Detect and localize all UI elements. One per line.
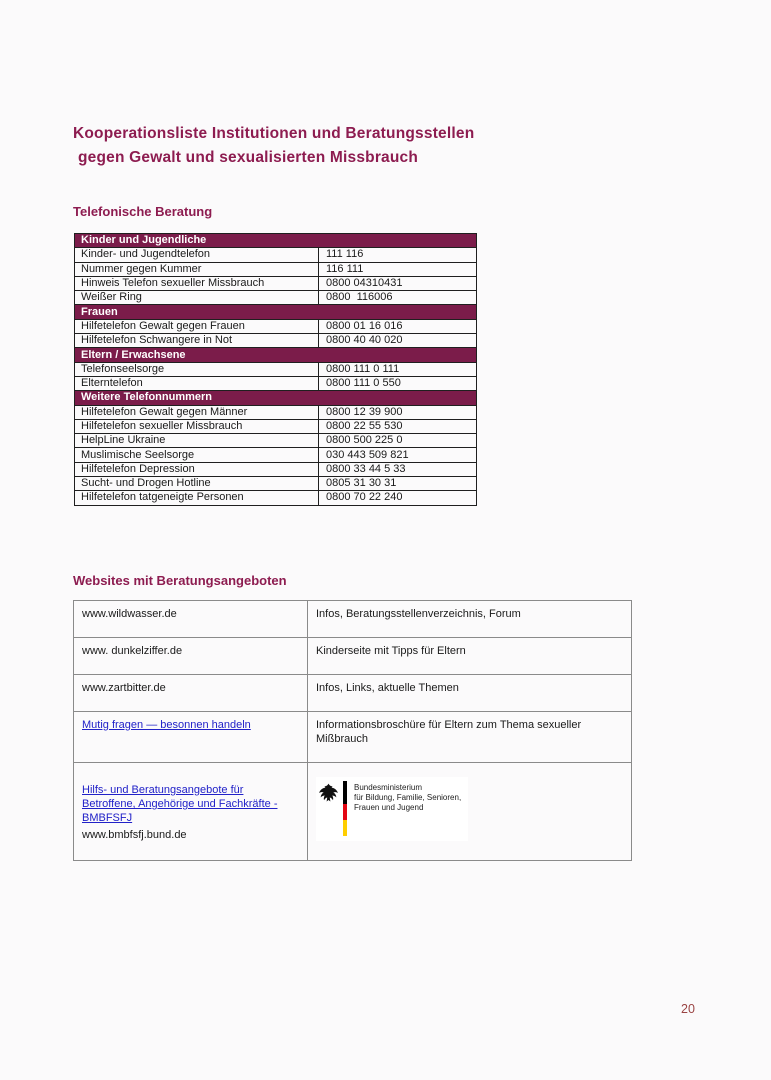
ministry-name-line1: Bundesministerium <box>354 783 423 792</box>
website-desc-cell: Kinderseite mit Tipps für Eltern <box>308 638 632 675</box>
phone-table-row <box>75 376 477 390</box>
page-title-line1: Kooperationsliste Institutionen und Beratungsstellen <box>73 125 475 142</box>
phone-section-heading: Telefonische Beratung <box>73 204 213 219</box>
phone-number-cell: 0800 12 39 900 <box>319 405 477 419</box>
phone-table-row <box>75 276 477 290</box>
website-desc-cell: Infos, Beratungsstellenverzeichnis, Forum <box>308 601 632 638</box>
phone-table-row <box>75 262 477 276</box>
phone-table-row <box>75 462 477 476</box>
phone-label-cell: Sucht- und Drogen Hotline <box>75 477 319 491</box>
websites-section-heading: Websites mit Beratungsangeboten <box>73 573 287 588</box>
flag-stripe <box>343 781 347 836</box>
phone-group-header <box>75 305 477 319</box>
phone-number-cell: 0800 116006 <box>319 291 477 305</box>
phone-label-cell: Hilfetelefon tatgeneigte Personen <box>75 491 319 505</box>
phone-number-cell: 0800 22 55 530 <box>319 419 477 433</box>
website-site-cell <box>74 675 308 712</box>
ministry-name <box>354 781 461 813</box>
bmbfsfj-link[interactable]: Hilfs- und Beratungsangebote für Betroffene, Angehörige und Fachkräfte - BMBFSFJ <box>82 784 278 824</box>
phone-label-cell: Elterntelefon <box>75 376 319 390</box>
phone-group-header-label: Kinder und Jugendliche <box>75 234 477 248</box>
phone-group-header <box>75 391 477 405</box>
ministry-name-line2: für Bildung, Familie, Senioren, <box>354 793 462 802</box>
phone-number-cell: 111 116 <box>319 248 477 262</box>
page-number: 20 <box>681 1002 695 1016</box>
website-site-cell <box>74 763 308 861</box>
phone-label-cell: Hilfetelefon Schwangere in Not <box>75 334 319 348</box>
website-url: www.wildwasser.de <box>82 608 177 620</box>
phone-number-cell: 030 443 509 821 <box>319 448 477 462</box>
phone-label-cell: Nummer gegen Kummer <box>75 262 319 276</box>
phone-label-cell: Weißer Ring <box>75 291 319 305</box>
phone-table-row <box>75 248 477 262</box>
phone-number-cell: 0800 01 16 016 <box>319 319 477 333</box>
phone-number-cell: 116 111 <box>319 262 477 276</box>
website-row <box>74 675 632 712</box>
phone-table-row <box>75 477 477 491</box>
phone-table-row <box>75 434 477 448</box>
phone-group-header-label: Frauen <box>75 305 477 319</box>
phone-label-cell: Kinder- und Jugendtelefon <box>75 248 319 262</box>
phone-number-cell: 0800 04310431 <box>319 276 477 290</box>
website-row <box>74 638 632 675</box>
phone-group-header <box>75 234 477 248</box>
website-row <box>74 763 632 861</box>
phone-table <box>74 233 477 506</box>
phone-table-row <box>75 334 477 348</box>
websites-table <box>73 600 632 861</box>
phone-number-cell: 0800 111 0 111 <box>319 362 477 376</box>
phone-table-row <box>75 319 477 333</box>
mutig-fragen-link[interactable]: Mutig fragen — besonnen handeln <box>82 719 251 731</box>
phone-label-cell: Hilfetelefon Depression <box>75 462 319 476</box>
phone-table-row <box>75 448 477 462</box>
phone-table-row <box>75 362 477 376</box>
phone-table-row <box>75 491 477 505</box>
page-title <box>73 122 474 169</box>
bmbfsfj-ministry-logo <box>316 777 468 841</box>
ministry-name-line3: Frauen und Jugend <box>354 803 424 812</box>
phone-group-header-label: Eltern / Erwachsene <box>75 348 477 362</box>
website-desc-cell: Infos, Links, aktuelle Themen <box>308 675 632 712</box>
phone-number-cell: 0800 500 225 0 <box>319 434 477 448</box>
phone-table-row <box>75 419 477 433</box>
website-row <box>74 712 632 763</box>
phone-table-row <box>75 291 477 305</box>
website-site-cell <box>74 601 308 638</box>
phone-number-cell: 0800 111 0 550 <box>319 376 477 390</box>
phone-label-cell: Telefonseelsorge <box>75 362 319 376</box>
page-title-line2: gegen Gewalt und sexualisierten Missbrauch <box>78 148 419 166</box>
website-row <box>74 601 632 638</box>
federal-eagle-icon <box>318 782 339 803</box>
phone-table-row <box>75 405 477 419</box>
phone-group-header-label: Weitere Telefonnummern <box>75 391 477 405</box>
website-url: www.zartbitter.de <box>82 682 166 694</box>
phone-label-cell: Hinweis Telefon sexueller Missbrauch <box>75 276 319 290</box>
phone-label-cell: Hilfetelefon Gewalt gegen Männer <box>75 405 319 419</box>
phone-number-cell: 0800 33 44 5 33 <box>319 462 477 476</box>
phone-group-header <box>75 348 477 362</box>
website-site-cell <box>74 638 308 675</box>
phone-number-cell: 0805 31 30 31 <box>319 477 477 491</box>
phone-number-cell: 0800 40 40 020 <box>319 334 477 348</box>
bmbfsfj-url: www.bmbfsfj.bund.de <box>82 829 187 841</box>
website-site-cell <box>74 712 308 763</box>
phone-label-cell: Hilfetelefon Gewalt gegen Frauen <box>75 319 319 333</box>
phone-label-cell: HelpLine Ukraine <box>75 434 319 448</box>
website-logo-cell <box>308 763 632 861</box>
website-desc-cell: Informationsbroschüre für Eltern zum Thema sexueller Mißbrauch <box>308 712 632 763</box>
website-url: www. dunkelziffer.de <box>82 645 183 657</box>
phone-label-cell: Hilfetelefon sexueller Missbrauch <box>75 419 319 433</box>
phone-number-cell: 0800 70 22 240 <box>319 491 477 505</box>
phone-label-cell: Muslimische Seelsorge <box>75 448 319 462</box>
